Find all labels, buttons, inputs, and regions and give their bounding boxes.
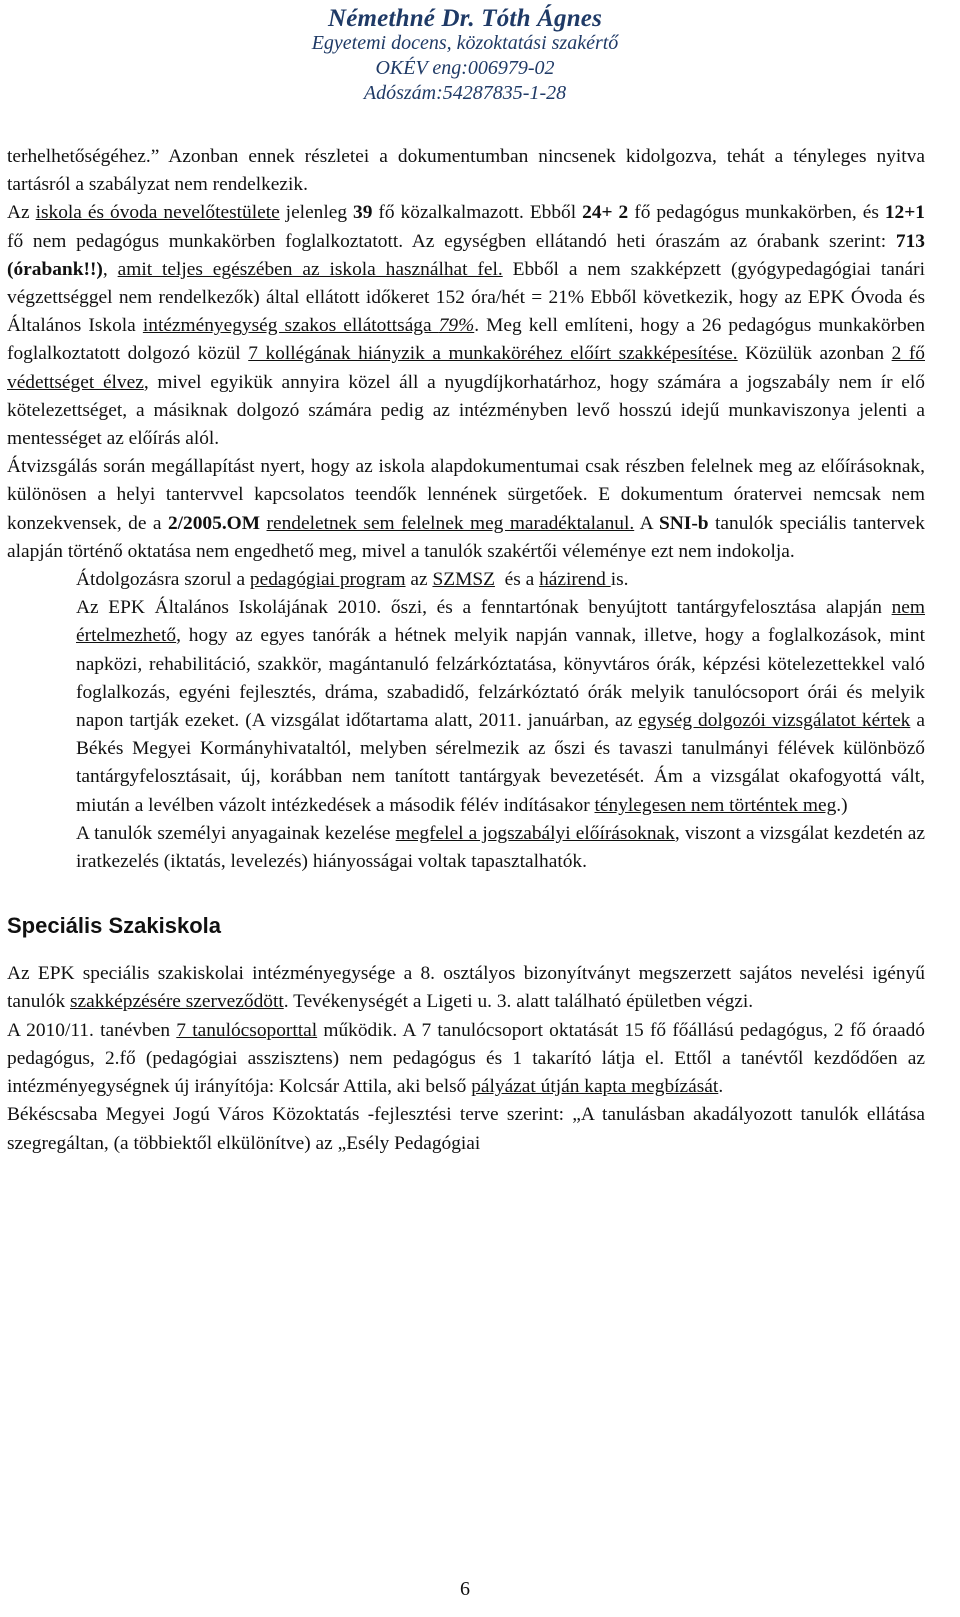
text: Az EPK speciális szakiskolai intézményegysége a 8. osztályos bizonyítványt megszerzett sajátos nevelési igényű tanulók [7, 963, 925, 1013]
text: . [718, 1076, 724, 1098]
text: , [102, 258, 118, 280]
registration-number: OKÉV eng:006979-02 [375, 57, 555, 79]
underlined-text: ténylegesen nem történtek meg [594, 794, 837, 816]
bold-text: 713 (órabank!!) [7, 230, 925, 280]
text: Közülük azonban [737, 343, 892, 365]
text: . Meg kell említeni, hogy a 26 pedagógus munkakörben foglalkoztatott dolgozó közül [7, 315, 925, 365]
author-title: Egyetemi docens, közoktatási szakértő [311, 32, 619, 54]
text: fő pedagógus munkakörben, és [628, 202, 885, 224]
underlined-text: szakképzésére szerveződött [70, 991, 284, 1013]
underlined-text: SZMSZ [432, 569, 495, 591]
text: .) [836, 794, 848, 816]
section-heading: Speciális Szakiskola [7, 913, 222, 939]
paragraph-8 [7, 1017, 925, 1102]
text: fő közalkalmazott. Ebből [372, 202, 583, 224]
text: A [634, 512, 659, 534]
text: a Békés Megyei Kormányhivataltól, melyben sérelmezik az őszi és tavaszi tanulmányi félévek különböző tantárgyfelosztásait, új, korábban nem tanított tantárgyak bevezetését. Ám a vizsgálat okafogyottá vált, miután a levélben vázolt intézkedések a második félév indításakor [76, 710, 925, 816]
text: terhelhetőségéhez.” Azonban ennek részletei a dokumentumban nincsenek kidolgozva, tehát a tényleges nyitva tartásról a szabályzat nem rendelkezik. [7, 146, 925, 196]
tax-number: Adószám:54287835-1-28 [363, 82, 567, 104]
paragraph-9 [7, 1101, 925, 1157]
underlined-text: rendeletnek sem felelnek meg maradéktalanul. [266, 512, 635, 534]
text: , viszont a vizsgálat kezdetén az iratkezelés (iktatás, levelezés) hiányosságai voltak tapasztalhatók. [76, 822, 925, 873]
text: , mivel egyikük annyira közel áll a nyugdíjkorhatárhoz, hogy számára a jogszabály nem ír elő kötelezettséget, a másiknak dolgozó számára pedig az intézményben levő hosszú idejű munkaviszonya jelenti a mentességet az előírás alól. [7, 371, 925, 450]
underlined-text: 2 fő védettséget élvez [7, 343, 925, 393]
underlined-text: iskola és óvoda nevelőtestülete [35, 202, 280, 224]
text: Átdolgozásra szorul a [76, 569, 250, 591]
text: jelenleg [279, 202, 354, 224]
underlined-text: intézményegység szakos ellátottsága [142, 315, 439, 337]
text: az [405, 569, 433, 591]
underlined-text: egység dolgozói vizsgálatot kértek [638, 710, 911, 732]
paragraph-3 [7, 453, 925, 566]
text: működik. A 7 tanulócsoport oktatását 15 fő főállású pedagógus, 2 fő óraadó pedagógus, 2.fő (pedagógiai asszisztens) nem pedagógus és 1 takarító látja el. Ettől a tanévtől kezdődően az intézményegységnek új irányítója: Kolcsár Attila, aki belső [7, 1019, 925, 1098]
author-name: Némethné Dr. Tóth Ágnes [327, 5, 603, 32]
bold-text: 2/2005.OM [167, 512, 261, 534]
paragraph-6 [7, 820, 925, 876]
paragraph-2 [7, 199, 925, 453]
paragraph-4 [7, 566, 925, 594]
paragraph-1 [7, 143, 925, 199]
bold-text: 39 [353, 202, 373, 224]
text: Átvizsgálás során megállapítást nyert, hogy az iskola alapdokumentumai csak részben felelnek meg az előírásoknak, különösen a helyi tantervvel kapcsolatos teendők lennének sürgetőek. E dokumentum óratervei nemcsak nem konzekvensek, de a [7, 456, 925, 534]
underlined-italic-text: 79% [438, 315, 475, 337]
bold-text: 24+ 2 [582, 202, 629, 224]
text: A tanulók személyi anyagainak kezelése [76, 822, 396, 844]
text: . Tevékenységét a Ligeti u. 3. alatt található épületben végzi. [283, 991, 754, 1013]
text: Az EPK Általános Iskolájának 2010. őszi, és a fenntartónak benyújtott tantárgyfelosztása alapján [76, 597, 892, 619]
underlined-text: 7 kollégának hiányzik a munkaköréhez előírt szakképesítése. [248, 343, 738, 365]
text: Békéscsaba Megyei Jogú Város Közoktatás -fejlesztési terve szerint: „A tanulásban akadályozott tanulók ellátása szegregáltan, (a többiektől elkülönítve) az „Esély Pedagógiai [7, 1104, 925, 1154]
underlined-text: 7 tanulócsoporttal [176, 1019, 318, 1041]
underlined-text: nem értelmezhető [76, 597, 925, 647]
paragraph-7 [7, 960, 925, 1016]
text: is. [610, 569, 629, 591]
underlined-text: pályázat útján kapta megbízását [471, 1076, 719, 1098]
text: A 2010/11. tanévben [7, 1019, 177, 1041]
underlined-text: pedagógiai program [249, 569, 406, 591]
bold-text: SNI-b [658, 512, 709, 534]
document-body [7, 143, 925, 1158]
underlined-text: amit teljes egészében az iskola használhat fel. [117, 258, 503, 280]
paragraph-5 [7, 594, 925, 820]
underlined-text: megfelel a jogszabályi előírásoknak [395, 822, 675, 844]
text: Az [7, 202, 36, 224]
text: Ebből a nem szakképzett (gyógypedagógiai tanári végzettséggel nem rendelkezők) által ellátott időkeret 152 óra/hét = 21% Ebből következik, hogy az EPK Óvoda és Általános Iskola [7, 258, 925, 337]
text: tanulók speciális tantervek alapján történő oktatása nem engedhető meg, mivel a tanulók szakértői véleménye ezt nem indokolja. [7, 512, 925, 562]
text: , hogy az egyes tanórák a hétnek melyik napján vannak, illetve, hogy a foglalkozások, mint napközi, rehabilitáció, szakkör, magántanuló felzárkóztatása, könyvtáros órák, képzési kötelezettekkel való foglalkozás, egyéni fejlesztés, dráma, szabadidő, felzárkóztató órák melyik tanulócsoport órái és melyik napon tartják ezeket. (A vizsgálat időtartama alatt, 2011. januárban, az [76, 625, 925, 732]
text: fő nem pedagógus munkakörben foglalkoztatott. Az egységben ellátandó heti óraszám az órabank szerint: [7, 230, 896, 252]
letterhead [0, 6, 930, 106]
bold-text: 12+1 [884, 202, 925, 224]
page-number: 6 [460, 1578, 470, 1600]
underlined-text: házirend [539, 569, 611, 591]
text: és a [494, 569, 540, 591]
